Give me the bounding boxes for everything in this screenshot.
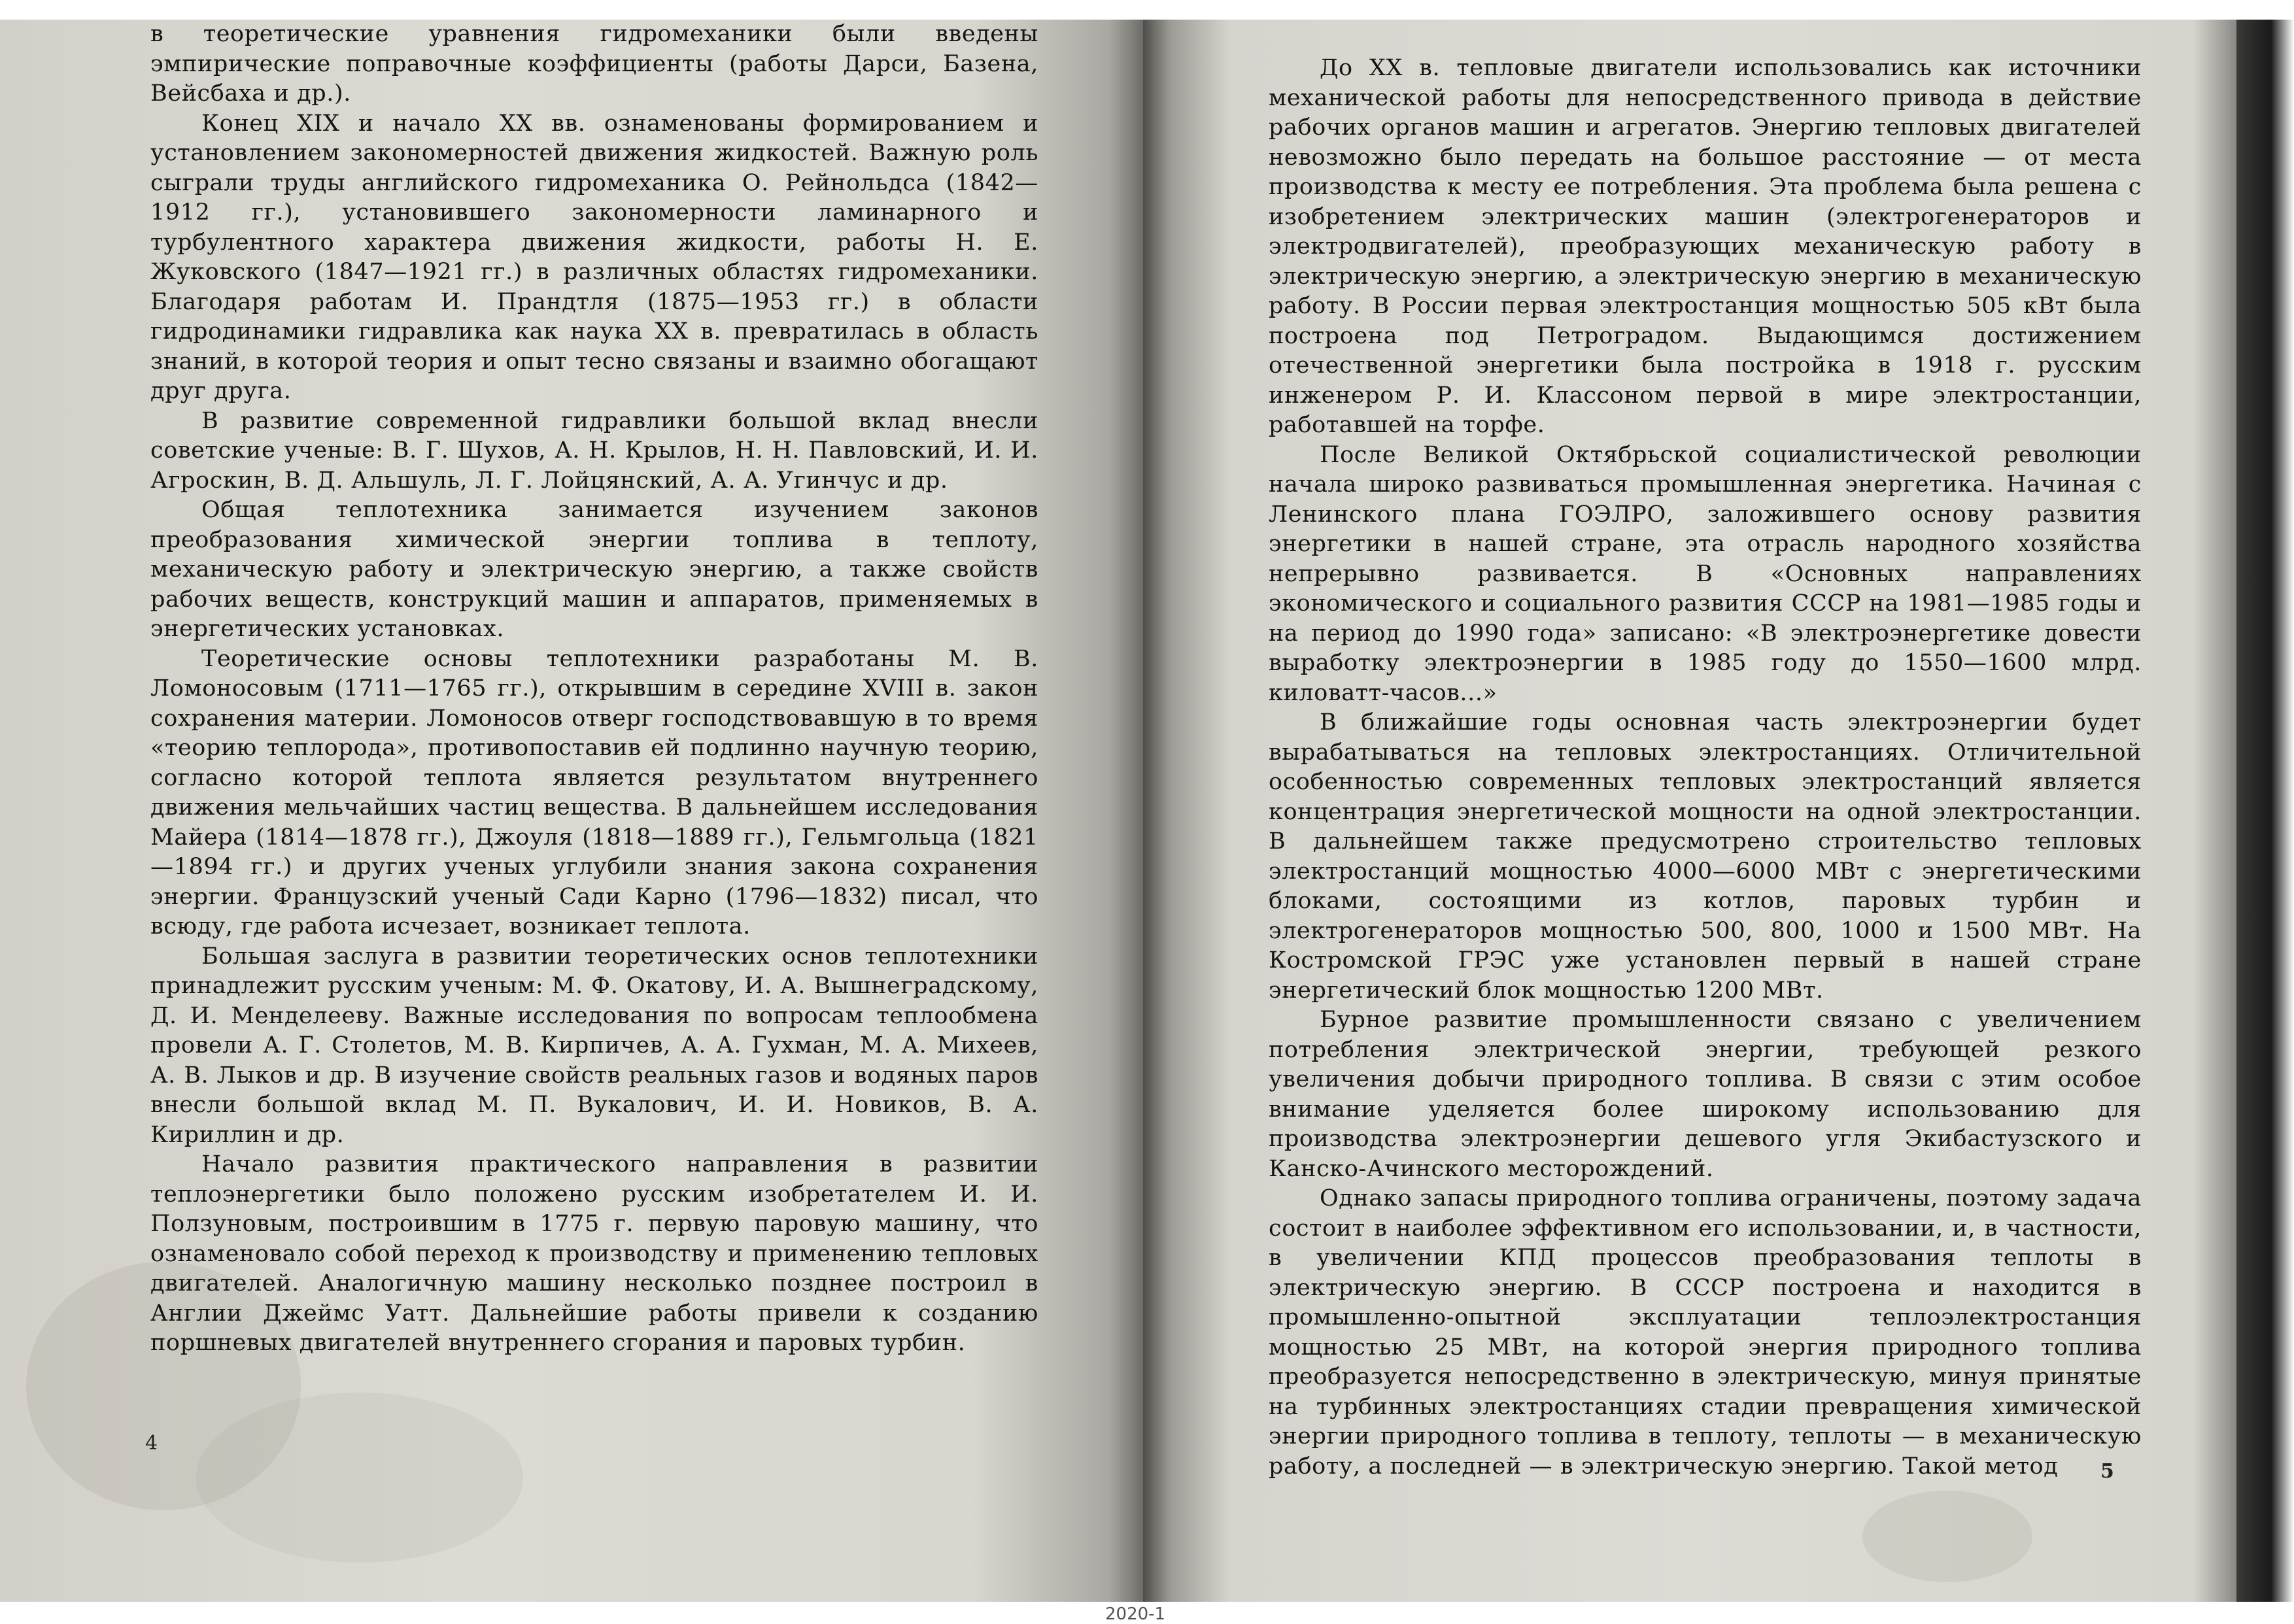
book-spread — [0, 20, 2294, 1602]
paragraph: Начало развития практического направления в развитии теплоэнергетики было положено русским изобретателем И. И. Ползуновым, построившим в 1775 г. первую паровую машину, что ознаменовало собой переход к производству и применению тепловых двигателей. Аналогичную машину несколько позднее построил в Англии Джеймс Уатт. Дальнейшие работы привели к созданию поршневых двигателей внутреннего сгорания и паровых турбин. — [150, 1151, 1038, 1356]
paragraph: Конец XIX и начало XX вв. ознаменованы формированием и установлением закономерностей движения жидкостей. Важную роль сыграли труды английского гидромеханика О. Рейнольдса (1842—1912 гг.), установившего закономерности ламинарного и турбулентного характера движения жидкости, работы Н. Е. Жуковского (1847—1921 гг.) в различных областях гидромеханики. Благодаря работам И. Прандтля (1875—1953 гг.) в области гидродинамики гидравлика как наука XX в. превратилась в область знаний, в которой теория и опыт тесно связаны и взаимно обогащают друг друга. — [150, 110, 1038, 404]
paragraph: Однако запасы природного топлива ограничены, поэтому задача состоит в наиболее эффективном его использовании, и, в частности, в увеличении КПД процессов преобразования теплоты в электрическую энергию. В СССР построена и находится в промышленно-опытной эксплуатации теплоэлектростанция мощностью 25 МВт, на которой энергия природного топлива преобразуется непосредственно в электрическую, минуя принятые на турбинных электростанциях стадии превращения химической энергии природного топлива в теплоту, теплоты — в механическую работу, а последней — в электрическую энергию. Такой метод — [1269, 1185, 2142, 1480]
right-page-text — [1269, 54, 2142, 1481]
paragraph: Бурное развитие промышленности связано с увеличением потребления электрической энергии, требующей резкого увеличения добычи природного топлива. В связи с этим особое внимание уделяется более широкому использованию для производства электроэнергии дешевого угля Экибастузского и Канско-Ачинского месторождений. — [1269, 1007, 2142, 1182]
page-number-left: 4 — [145, 1432, 158, 1455]
paragraph: В ближайшие годы основная часть электроэнергии будет вырабатываться на тепловых электростанциях. Отличительной особенностью современных тепловых электростанций является концентрация энергетической мощности на одной электростанции. В дальнейшем также предусмотрено строительство тепловых электростанций мощностью 4000—6000 МВт с энергетическими блоками, состоящими из котлов, паровых турбин и электрогенераторов мощностью 500, 800, 1000 и 1500 МВт. На Костромской ГРЭС уже установлен первый в нашей стране энергетический блок мощностью 1200 МВт. — [1269, 709, 2142, 1004]
paper-stain — [196, 1393, 523, 1563]
paragraph: В развитие современной гидравлики большой вклад внесли советские ученые: В. Г. Шухов, А. Н. Крылов, Н. Н. Павловский, И. И. Агроскин, В. Д. Альшуль, Л. Г. Лойцянский, А. А. Угинчус и др. — [150, 407, 1038, 494]
paragraph: Большая заслуга в развитии теоретических основ теплотехники принадлежит русским ученым: М. Ф. Окатову, И. А. Вышнеградскому, Д. И. Менделееву. Важные исследования по вопросам теплообмена провели А. Г. Столетов, М. В. Кирпичев, А. А. Гухман, М. А. Михеев, А. В. Лыков и др. В изучение свойств реальных газов и водяных паров внесли большой вклад М. П. Вукалович, И. И. Новиков, В. А. Кириллин и др. — [150, 943, 1038, 1148]
scan-caption: 2020-1 — [1105, 1604, 1166, 1624]
scanner-edge — [2236, 20, 2294, 1602]
paper-stain — [1862, 1491, 2032, 1582]
paragraph: Теоретические основы теплотехники разработаны М. В. Ломоносовым (1711—1765 гг.), открывшим в середине XVIII в. закон сохранения материи. Ломоносов отверг господствовавшую в то время «теорию теплорода», противопоставив ей подлинно научную теорию, согласно которой теплота является результатом внутреннего движения мельчайших частиц вещества. В дальнейшем исследования Майера (1814—1878 гг.), Джоуля (1818—1889 гг.), Гельмгольца (1821—1894 гг.) и других ученых углубили знания закона сохранения энергии. Французский ученый Сади Карно (1796—1832) писал, что всюду, где работа исчезает, возникает теплота. — [150, 645, 1038, 939]
paragraph: в теоретические уравнения гидромеханики были введены эмпирические поправочные коэффициенты (работы Дарси, Базена, Вейсбаха и др.). — [150, 21, 1038, 107]
paragraph: До XX в. тепловые двигатели использовались как источники механической работы для непосредственного привода в действие рабочих органов машин и агрегатов. Энергию тепловых двигателей невозможно было передать на большое расстояние — от места производства к месту ее потребления. Эта проблема была решена с изобретением электрических машин (электрогенераторов и электродвигателей), преобразующих механическую работу в электрическую энергию, а электрическую энергию в механическую работу. В России первая электростанция мощностью 505 кВт была построена под Петроградом. Выдающимся достижением отечественной энергетики была постройка в 1918 г. русским инженером Р. И. Классоном первой в мире электростанции, работавшей на торфе. — [1269, 55, 2142, 438]
paragraph: После Великой Октябрьской социалистической революции начала широко развиваться промышленная энергетика. Начиная с Ленинского плана ГОЭЛРО, заложившего основу развития энергетики в нашей стране, эта отрасль народного хозяйства непрерывно развивается. В «Основных направлениях экономического и социального развития СССР на 1981—1985 годы и на период до 1990 года» записано: «В электроэнергетике довести выработку электроэнергии в 1985 году до 1550—1600 млрд. киловатт-часов...» — [1269, 441, 2142, 706]
paragraph: Общая теплотехника занимается изучением законов преобразования химической энергии топлива в теплоту, механическую работу и электрическую энергию, а также свойств рабочих веществ, конструкций машин и аппаратов, применяемых в энергетических установках. — [150, 497, 1038, 642]
page-number-right: 5 — [2100, 1460, 2114, 1483]
left-page-text — [150, 20, 1038, 1359]
